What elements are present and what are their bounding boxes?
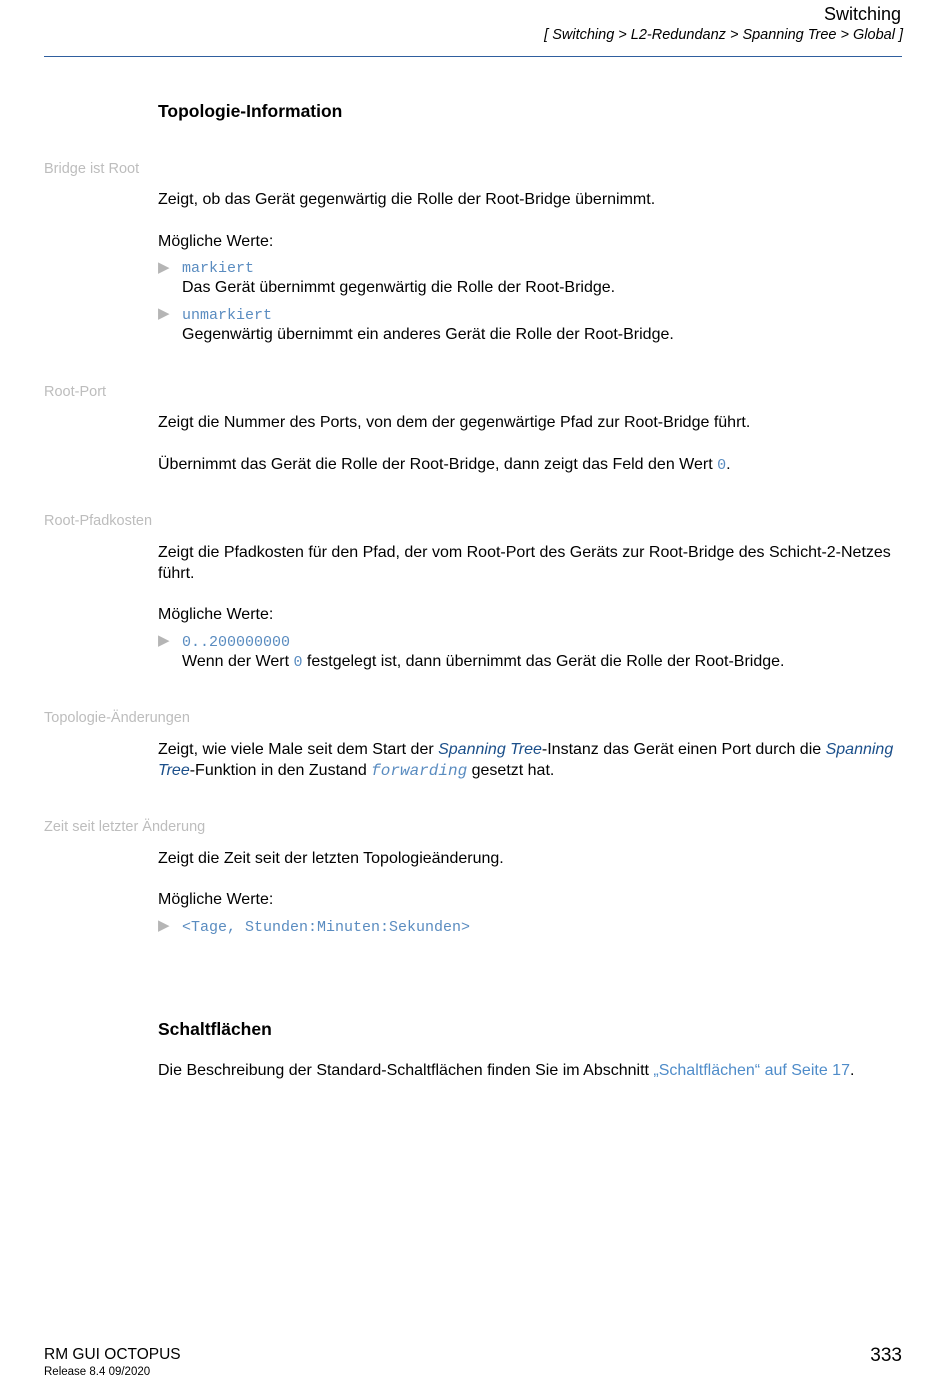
header-divider [44, 56, 902, 57]
section-heading-topology: Topologie-Information [158, 101, 343, 121]
possible-values-label: Mögliche Werte: [158, 233, 274, 250]
spanning-tree-link[interactable]: Spanning Tree [438, 741, 542, 758]
option-desc-unmarkiert: Gegenwärtig übernimmt ein anderes Gerät die Rolle der Root-Bridge. [182, 326, 674, 343]
field-desc-root-port: Zeigt die Nummer des Ports, von dem der gegenwärtige Pfad zur Root-Bridge führt. [158, 414, 751, 431]
spanning-tree-link[interactable]: Spanning Tree [158, 741, 894, 779]
option-value-unmarkiert: unmarkiert [182, 307, 273, 324]
bullet-triangle-icon: ▶ [158, 305, 170, 322]
page-number: 333 [870, 1345, 902, 1366]
section-desc-buttons: Die Beschreibung der Standard-Schaltflächen finden Sie im Abschnitt „Schaltflächen“ auf Seite 17. [158, 1062, 855, 1079]
possible-values-label: Mögliche Werte: [158, 606, 274, 623]
field-label-root-port: Root-Port [44, 384, 107, 400]
option-value-range: 0..200000000 [182, 634, 291, 651]
option-value-time-format: <Tage, Stunden:Minuten:Sekunden> [182, 919, 471, 936]
field-label-time-since-change: Zeit seit letzter Änderung [44, 819, 206, 835]
page-header-title: Switching [823, 4, 901, 24]
option-desc-markiert: Das Gerät übernimmt gegenwärtig die Rolle der Root-Bridge. [182, 279, 616, 296]
breadcrumb: [ Switching > L2-Redundanz > Spanning Tree > Global ] [544, 27, 903, 43]
field-label-topology-changes: Topologie-Änderungen [44, 710, 190, 726]
bullet-triangle-icon: ▶ [158, 632, 170, 649]
section-heading-buttons: Schaltflächen [158, 1019, 272, 1039]
bullet-triangle-icon: ▶ [158, 259, 170, 276]
field-label-root-path-cost: Root-Pfadkosten [44, 513, 153, 529]
bullet-triangle-icon: ▶ [158, 917, 170, 934]
option-value-markiert: markiert [182, 260, 255, 277]
field-label-bridge-root: Bridge ist Root [44, 161, 140, 177]
field-desc-bridge-root: Zeigt, ob das Gerät gegenwärtig die Rolle der Root-Bridge übernimmt. [158, 191, 656, 208]
footer-release: Release 8.4 09/2020 [44, 1366, 151, 1378]
possible-values-label: Mögliche Werte: [158, 891, 274, 908]
field-desc2-root-port: Übernimmt das Gerät die Rolle der Root-Bridge, dann zeigt das Feld den Wert 0. [158, 456, 731, 474]
field-desc-topology-changes: Zeigt, wie viele Male seit dem Start der Spanning Tree-Instanz das Gerät einen Port durch die Spanning Tree-Funktion in den Zustand forwarding gesetzt hat. [158, 741, 894, 780]
cross-reference-link[interactable]: „Schaltflächen“ auf Seite 17 [653, 1062, 850, 1079]
field-desc-time-since-change: Zeigt die Zeit seit der letzten Topologieänderung. [158, 850, 504, 867]
option-desc-range: Wenn der Wert 0 festgelegt ist, dann übernimmt das Gerät die Rolle der Root-Bridge. [182, 653, 785, 671]
field-desc-root-path-cost: Zeigt die Pfadkosten für den Pfad, der vom Root-Port des Geräts zur Root-Bridge des Schicht-2-Netzes führt. [158, 544, 891, 582]
footer-document-name: RM GUI OCTOPUS [44, 1346, 181, 1363]
